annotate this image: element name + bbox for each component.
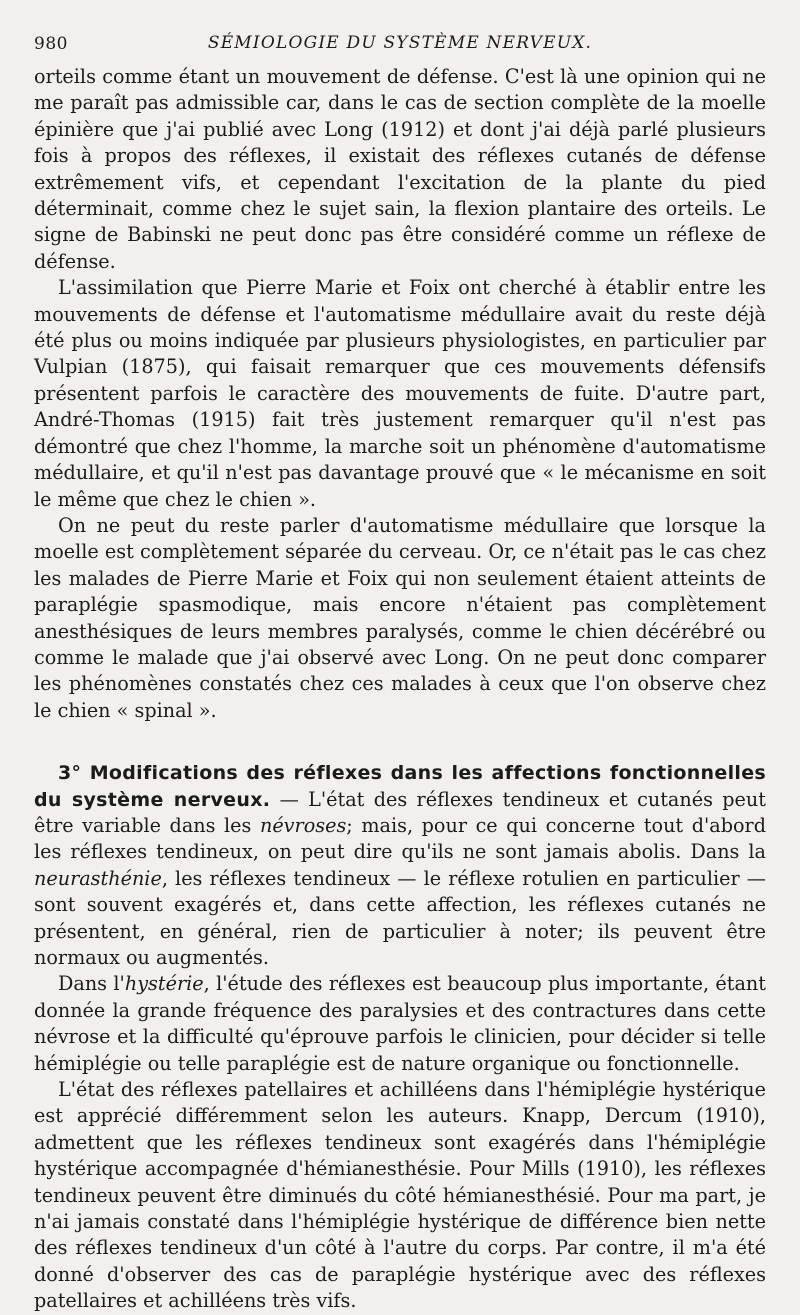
section-lead-text: ; mais, pour ce qui concerne tout d'abord les réflexes tendineux, on peut dire qu'ils ne sont jamais abolis. Dans la bbox=[34, 813, 766, 864]
section-functional-affections bbox=[34, 760, 766, 1315]
running-head: SÉMIOLOGIE DU SYSTÈME NERVEUX. bbox=[207, 33, 593, 53]
paragraph-text: , l'étude des réflexes est beaucoup plus importante, étant donnée la grande fréquence des paralysies et des contractures dans cette névrose et la difficulté qu'éprouve parfois le clinicien, pour décider si telle hémiplégie ou telle paraplégie est de nature organique ou fonctionnelle. bbox=[34, 972, 767, 1075]
section-lead-text: — L'état des réflexes tendineux et cutanés peut être variable dans les bbox=[34, 787, 766, 837]
paragraph bbox=[34, 971, 766, 1077]
paragraph-text: Dans l' bbox=[58, 972, 125, 996]
paragraph: L'état des réflexes patellaires et achilléens dans l'hémiplégie hystérique est apprécié différemment selon les auteurs. Knapp, Dercum (1910), admettent que les réflexes tendineux sont exagérés dans l'hémiplégie hystérique accompagnée d'hémianesthésie. Pour Mills (1910), les réflexes tendineux peuvent être diminués du côté hémianesthésié. Pour ma part, je n'ai jamais constaté dans l'hémiplégie hystérique de différence bien nette des réflexes tendineux d'un côté à l'autre du corps. Par contre, il m'a été donné d'observer des cas de paraplégie hystérique avec des réflexes patellaires et achilléens très vifs. bbox=[34, 1078, 766, 1313]
section-heading: 3° Modifications des réflexes dans les affections fonctionnelles du système nerveux. bbox=[34, 762, 766, 811]
term-nevroses: névroses bbox=[259, 813, 347, 837]
term-hysterie: hystérie bbox=[124, 972, 204, 996]
section-lead-paragraph bbox=[34, 760, 766, 971]
paragraph: L'assimilation que Pierre Marie et Foix ont cherché à établir entre les mouvements de défense et l'automatisme médullaire avait du reste déjà été plus ou moins indiquée par plusieurs physiologistes, en particulier par Vulpian (1875), qui faisait remarquer que ces mouvements défensifs présentent parfois le caractère des mouvements de fuite. D'autre part, André-Thomas (1915) fait très justement remarquer qu'il n'est pas démontré que chez l'homme, la marche soit un phénomène d'automatisme médullaire, et qu'il n'est pas davantage prouvé que « le mécanisme en soit le même que chez le chien ». bbox=[34, 276, 766, 511]
section-lead-text: , les réflexes tendineux — le réflexe rotulien en particulier — sont souvent exagérés et, dans cette affection, les réflexes cutanés ne présentent, en général, rien de particulier à noter; ils peuvent être normaux ou augmentés. bbox=[34, 866, 766, 969]
body-text bbox=[34, 64, 766, 1315]
paragraph: orteils comme étant un mouvement de défense. C'est là une opinion qui ne me paraît pas admissible car, dans le cas de section complète de la moelle épinière que j'ai publié avec Long (1912) et dont j'ai déjà parlé plusieurs fois à propos des réflexes, il existait des réflexes cutanés de défense extrêmement vifs, et cependant l'excitation de la plante du pied déterminait, comme chez le sujet sain, la flexion plantaire des orteils. Le signe de Babinski ne peut donc pas être considéré comme un réflexe de défense. bbox=[34, 65, 766, 273]
page-number: 980 bbox=[34, 34, 68, 54]
page-header bbox=[34, 30, 766, 64]
term-neurasthenie: neurasthénie bbox=[34, 866, 162, 890]
paragraph: On ne peut du reste parler d'automatisme médullaire que lorsque la moelle est complètement séparée du cerveau. Or, ce n'était pas le cas chez les malades de Pierre Marie et Foix qui non seulement étaient atteints de paraplégie spasmodique, mais encore n'étaient pas complètement anesthésiques de leurs membres paralysés, comme le chien décérébré ou comme le malade que j'ai observé avec Long. On ne peut donc comparer les phénomènes constatés chez ces malades à ceux que l'on observe chez le chien « spinal ». bbox=[34, 513, 766, 722]
